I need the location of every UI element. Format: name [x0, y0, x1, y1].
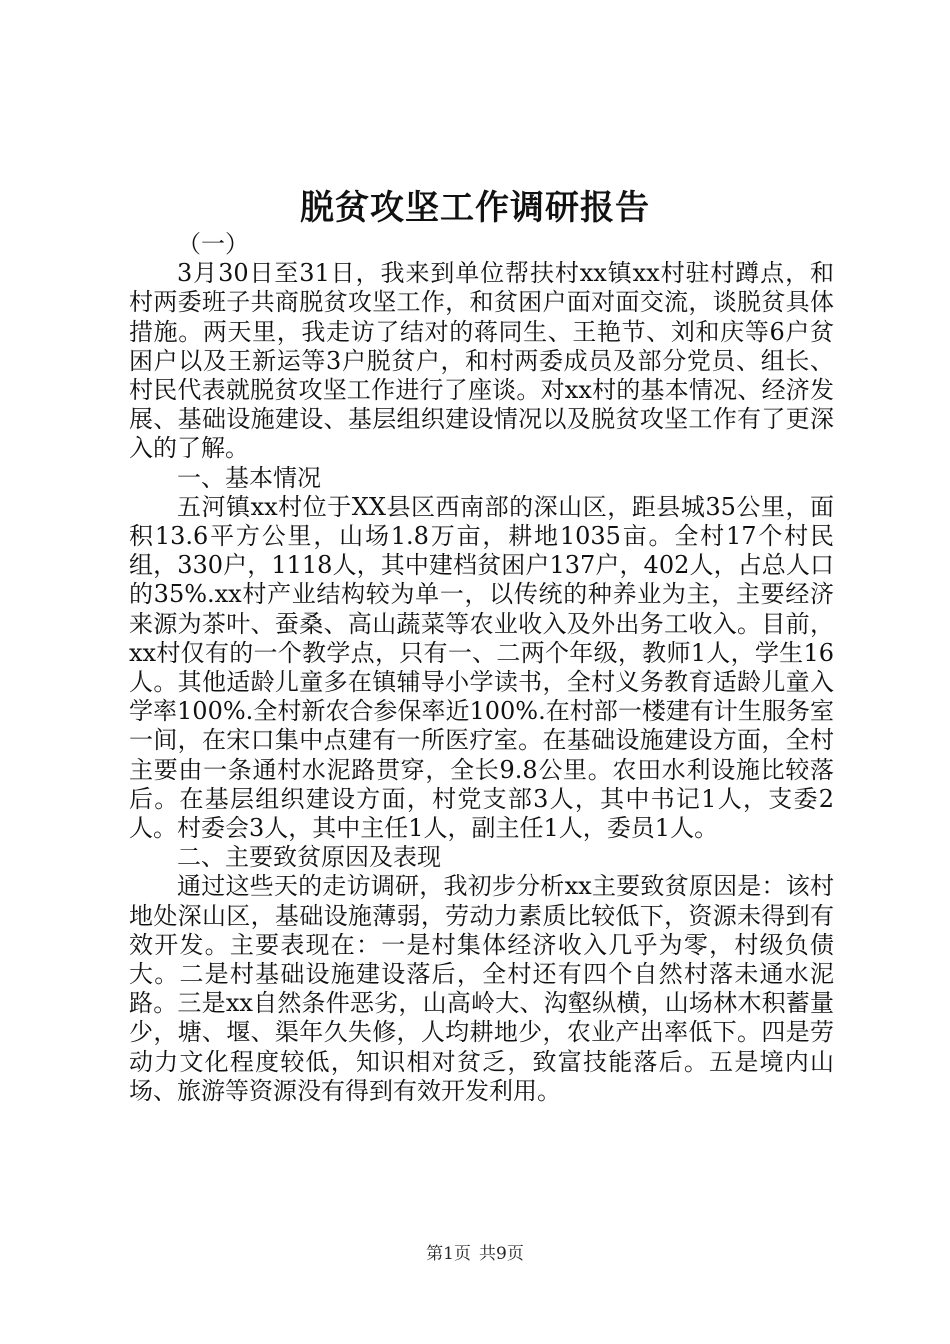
- intro-paragraph: 3月30日至31日，我来到单位帮扶村xx镇xx村驻村蹲点，和村两委班子共商脱贫攻坚工作，和贫困户面对面交流，谈脱贫具体措施。两天里，我走访了结对的蒋同生、王艳节、刘和庆等6户贫困户以及王新运等3户脱贫户，和村两委成员及部分党员、组长、村民代表就脱贫攻坚工作进行了座谈。对xx村的基本情况、经济发展、基础设施建设、基层组织建设情况以及脱贫攻坚工作有了更深入的了解。: [129, 259, 834, 463]
- section-marker: （一）: [177, 230, 249, 258]
- page-total: 共9页: [479, 1244, 524, 1264]
- section-heading-basic-info: 一、基本情况: [177, 463, 321, 492]
- page-footer: [0, 1243, 950, 1265]
- basic-info-paragraph: 五河镇xx村位于XX县区西南部的深山区，距县城35公里，面积13.6平方公里，山场1.8万亩，耕地1035亩。全村17个村民组，330户，1118人，其中建档贫困户137户，402人，占总人口的35%.xx村产业结构较为单一，以传统的种养业为主，主要经济来源为茶叶、蚕桑、高山蔬菜等农业收入及外出务工收入。目前，xx村仅有的一个教学点，只有一、二两个年级，教师1人，学生16人。其他适龄儿童多在镇辅导小学读书，全村义务教育适龄儿童入学率100%.全村新农合参保率近100%.在村部一楼建有计生服务室一间，在宋口集中点建有一所医疗室。在基础设施建设方面，全村主要由一条通村水泥路贯穿，全长9.8公里。农田水利设施比较落后。在基层组织建设方面，村党支部3人，其中书记1人，支委2人。村委会3人，其中主任1人，副主任1人，委员1人。: [129, 492, 834, 843]
- poverty-causes-paragraph: 通过这些天的走访调研，我初步分析xx主要致贫原因是：该村地处深山区，基础设施薄弱，劳动力素质比较低下，资源未得到有效开发。主要表现在：一是村集体经济收入几乎为零，村级负债大。二是村基础设施建设落后，全村还有四个自然村落未通水泥路。三是xx自然条件恶劣，山高岭大、沟壑纵横，山场林木积蓄量少，塘、堰、渠年久失修，人均耕地少，农业产出率低下。四是劳动力文化程度较低，知识相对贫乏，致富技能落后。五是境内山场、旅游等资源没有得到有效开发利用。: [129, 872, 834, 1105]
- section-heading-poverty-causes: 二、主要致贫原因及表现: [177, 843, 441, 872]
- page-number: 第1页: [426, 1244, 471, 1264]
- document-title: 脱贫攻坚工作调研报告: [300, 188, 650, 228]
- document-body: [129, 230, 834, 1106]
